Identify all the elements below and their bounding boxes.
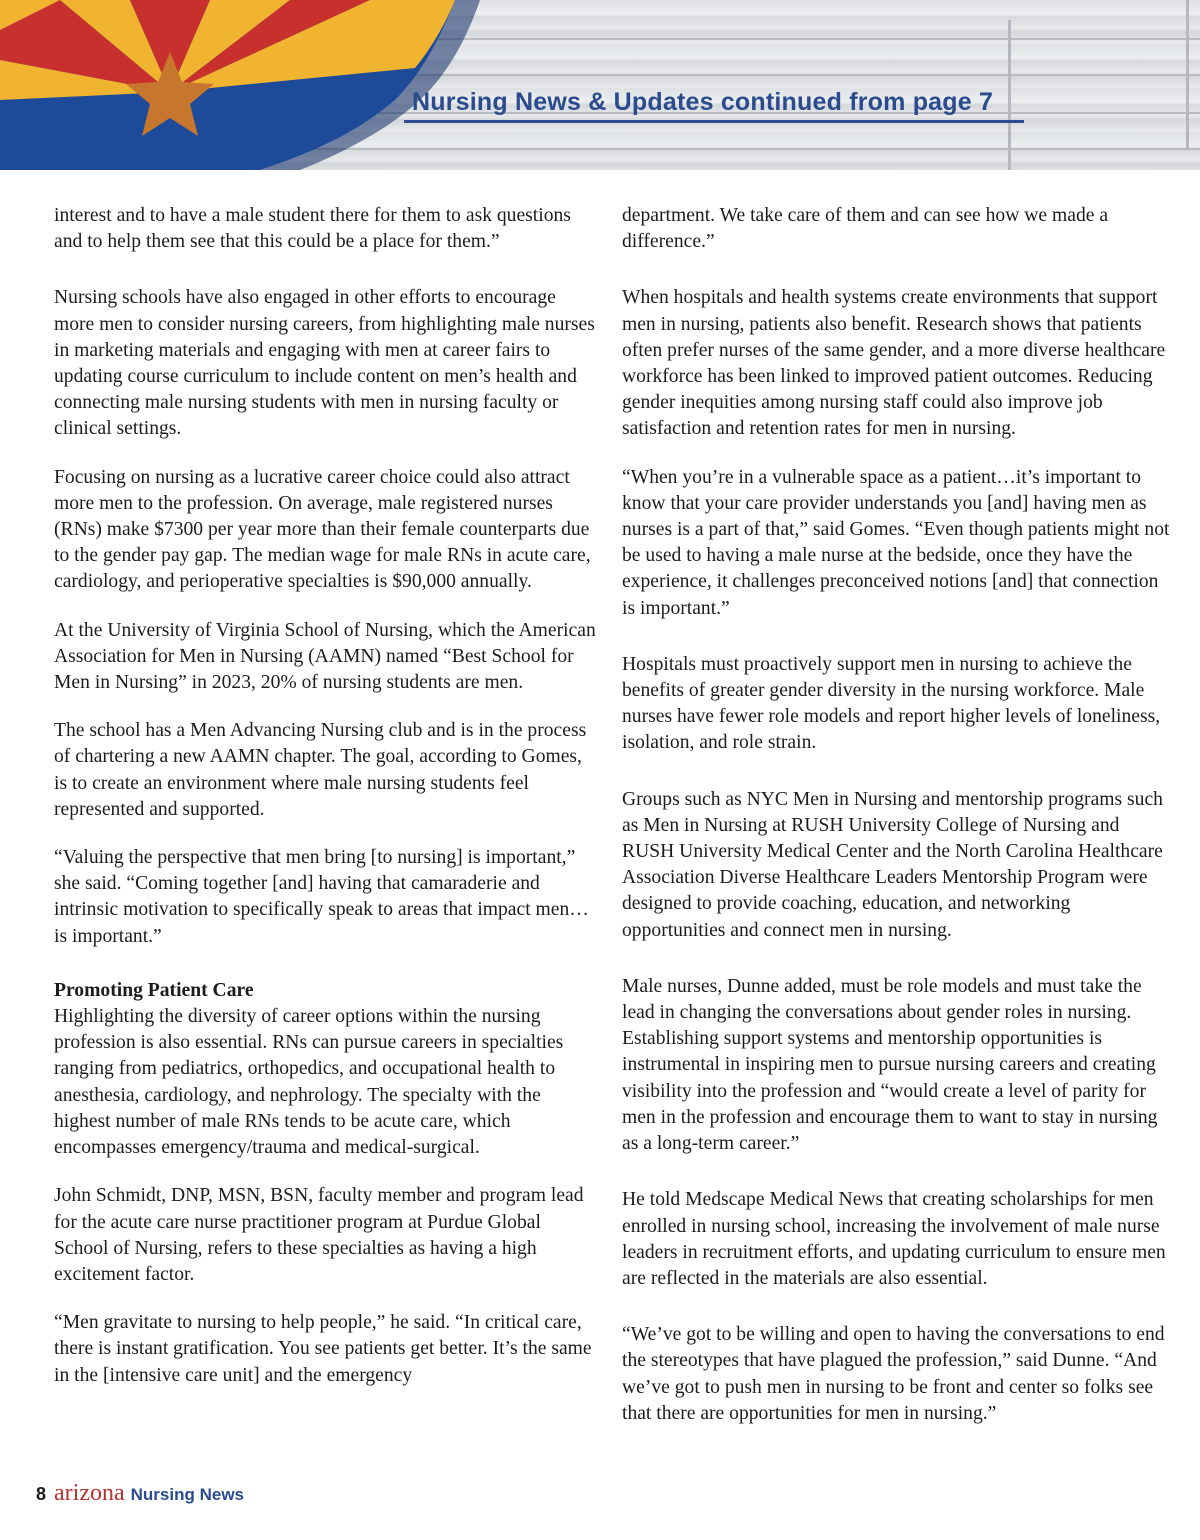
arizona-flag-image <box>0 0 560 170</box>
body-paragraph: John Schmidt, DNP, MSN, BSN, faculty member and program lead for the acute care nurse practitioner program at Purdue Global School of Nursing, refers to these specialties as having a high excitement factor. <box>54 1185 584 1285</box>
body-paragraph: He told Medscape Medical News that creating scholarships for men enrolled in nursing school, increasing the involvement of male nurse leaders in recruitment efforts, and updating curriculum to ensure men are reflected in the materials are also essential. <box>622 1189 1166 1289</box>
body-paragraph: When hospitals and health systems create environments that support men in nursing, patients also benefit. Research shows that patients often prefer nurses of the same gender, and a more diverse healthcare workforce has been linked to improved patient outcomes. Reducing gender inequities among nursing staff could also improve job satisfaction and retention rates for men in nursing. <box>622 287 1166 440</box>
body-paragraph: “When you’re in a vulnerable space as a patient…it’s important to know that your care provider understands you [and] having men as nurses is a part of that,” said Gomes. “Even though patients might not be used to having a male nurse at the bedside, once they have the experience, it challenges preconceived notions [and] that connection is important.” <box>622 466 1170 619</box>
body-paragraph: Focusing on nursing as a lucrative career choice could also attract more men to the profession. On average, male registered nurses (RNs) make $7300 per year more than their female counterparts due to the gender pay gap. The median wage for male RNs in acute care, cardiology, and perioperative specialties is $90,000 annually. <box>54 466 591 593</box>
wood-post-line <box>1186 0 1189 150</box>
banner-title: Nursing News & Updates continued from page 7 <box>412 88 994 116</box>
right-column <box>622 203 1172 1449</box>
body-paragraph: Nursing schools have also engaged in other efforts to encourage more men to consider nursing careers, from highlighting male nurses in marketing materials and engaging with men at career fairs to updating course curriculum to include content on men’s health and connecting male nursing students with men in nursing faculty or clinical settings. <box>54 287 595 440</box>
footer-publication-name: Nursing News <box>130 1485 244 1504</box>
body-paragraph: At the University of Virginia School of Nursing, which the American Association for Men in Nursing (AAMN) named “Best School for Men in Nursing” in 2023, 20% of nursing students are men. <box>54 619 596 694</box>
footer-brand-logo: arizona <box>54 1480 125 1506</box>
left-column <box>54 203 599 1411</box>
wood-post-line <box>1008 20 1011 170</box>
body-paragraph: interest and to have a male student there for them to ask questions and to help them see that this could be a place for them.” <box>54 205 571 253</box>
body-paragraph: “Valuing the perspective that men bring [to nursing] is important,” she said. “Coming together [and] having that camaraderie and intrinsic motivation to specifically speak to areas that impact men…is important.” <box>54 847 589 947</box>
body-paragraph: department. We take care of them and can see how we made a difference.” <box>622 205 1109 253</box>
body-paragraph: Male nurses, Dunne added, must be role models and must take the lead in changing the conversations about gender roles in nursing. Establishing support systems and mentorship opportunities is instrumental in inspiring men to pursue nursing careers and creating visibility into the profession and “would create a level of parity for men in the profession and encourage them to want to stay in nursing as a long-term career.” <box>622 975 1158 1155</box>
body-paragraph: Groups such as NYC Men in Nursing and mentorship programs such as Men in Nursing at RUSH University College of Nursing and RUSH University Medical Center and the North Carolina Healthcare Association Diverse Healthcare Leaders Mentorship Program were designed to provide coaching, education, and networking opportunities and connect men in nursing. <box>622 788 1163 941</box>
page-footer <box>36 1480 244 1508</box>
header-banner <box>0 0 1200 170</box>
page-number: 8 <box>36 1484 47 1504</box>
body-paragraph: Hospitals must proactively support men in nursing to achieve the benefits of greater gender diversity in the nursing workforce. Male nurses have fewer role models and report higher levels of loneliness, isolation, and role strain. <box>622 653 1161 754</box>
body-paragraph: Highlighting the diversity of career options within the nursing profession is also essential. RNs can pursue careers in specialties ranging from pediatrics, orthopedics, and occupational health to anesthesia, cardiology, and nephrology. The specialty with the highest number of male RNs tends to be acute care, which encompasses emergency/trauma and medical-surgical. <box>54 1006 564 1159</box>
section-heading: Promoting Patient Care <box>54 979 254 1001</box>
body-paragraph: “Men gravitate to nursing to help people,” he said. “In critical care, there is instant gratification. You see patients get better. It’s the same in the [intensive care unit] and the emergency <box>54 1312 592 1386</box>
banner-underline <box>404 120 1024 123</box>
body-paragraph: “We’ve got to be willing and open to having the conversations to end the stereotypes that have plagued the profession,” said Dunne. “And we’ve got to push men in nursing to be front and center so folks see that there are opportunities for men in nursing.” <box>622 1324 1165 1424</box>
body-paragraph: The school has a Men Advancing Nursing club and is in the process of chartering a new AAMN chapter. The goal, according to Gomes, is to create an environment where male nursing students feel represented and supported. <box>54 720 587 820</box>
